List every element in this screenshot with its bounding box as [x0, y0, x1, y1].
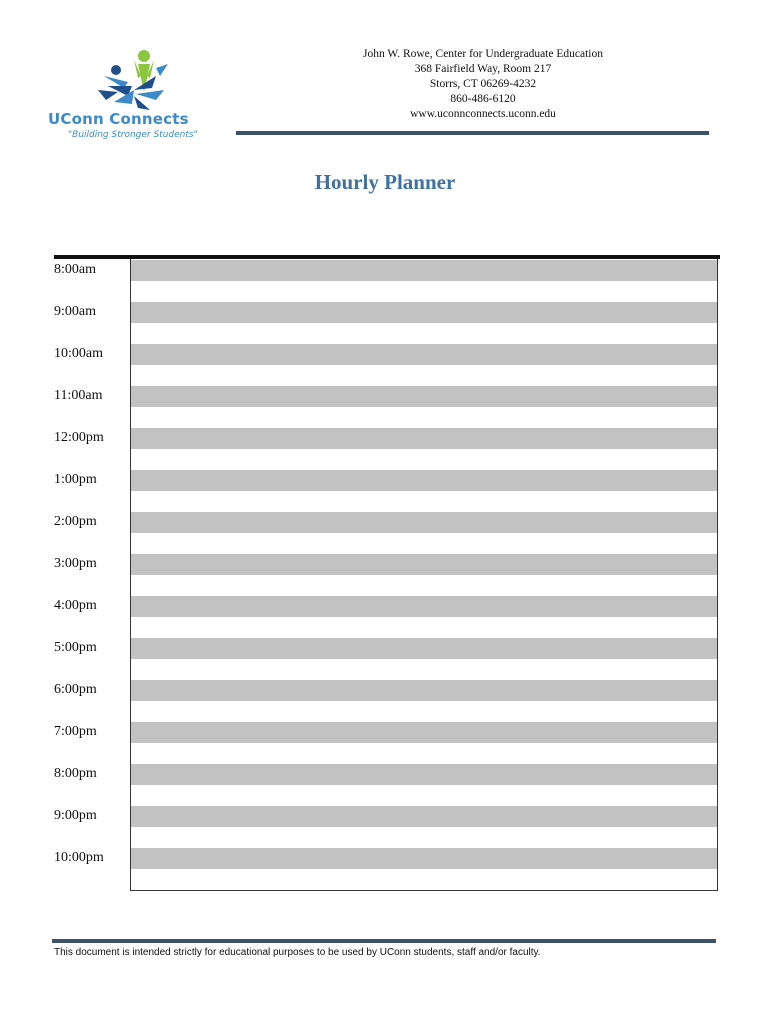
hour-label: 10:00pm	[54, 850, 104, 865]
hourly-planner-table	[54, 255, 720, 892]
logo-mark-icon	[94, 46, 174, 114]
hour-label: 7:00pm	[54, 724, 97, 739]
hour-slot[interactable]	[131, 722, 717, 743]
hour-slot[interactable]	[131, 806, 717, 827]
hour-label: 8:00am	[54, 262, 96, 277]
hour-label: 5:00pm	[54, 640, 97, 655]
hour-label: 2:00pm	[54, 514, 97, 529]
address-block	[258, 47, 708, 122]
hour-slot[interactable]	[131, 386, 717, 407]
footer-disclaimer: This document is intended strictly for educational purposes to be used by UConn students, staff and/or faculty.	[54, 947, 541, 958]
hour-label: 11:00am	[54, 388, 103, 403]
hour-label: 6:00pm	[54, 682, 97, 697]
hour-slot[interactable]	[131, 764, 717, 785]
hour-label: 4:00pm	[54, 598, 97, 613]
hour-slot[interactable]	[131, 638, 717, 659]
hour-label: 9:00am	[54, 304, 96, 319]
brand-name: UConn Connects	[48, 110, 189, 128]
hour-slot[interactable]	[131, 470, 717, 491]
hour-label: 12:00pm	[54, 430, 104, 445]
hour-slot[interactable]	[131, 428, 717, 449]
hour-slot[interactable]	[131, 302, 717, 323]
hour-slot[interactable]	[131, 344, 717, 365]
hour-slot[interactable]	[131, 848, 717, 869]
address-line-3: Storrs, CT 06269-4232	[429, 78, 537, 90]
planner-grid	[130, 259, 718, 891]
hour-slot[interactable]	[131, 596, 717, 617]
hour-slot[interactable]	[131, 680, 717, 701]
brand-tagline: "Building Stronger Students"	[68, 130, 198, 140]
hour-label: 10:00am	[54, 346, 103, 361]
time-column	[54, 259, 130, 892]
address-website: www.uconnconnects.uconn.edu	[410, 108, 556, 120]
header-divider	[236, 131, 709, 135]
address-phone: 860-486-6120	[450, 93, 516, 105]
hour-label: 3:00pm	[54, 556, 97, 571]
address-line-1: John W. Rowe, Center for Undergraduate Education	[363, 48, 603, 60]
footer-divider	[52, 939, 716, 943]
hour-label: 9:00pm	[54, 808, 97, 823]
hour-slot[interactable]	[131, 554, 717, 575]
hour-slot[interactable]	[131, 260, 717, 281]
address-line-2: 368 Fairfield Way, Room 217	[414, 63, 552, 75]
uconn-connects-logo	[48, 44, 228, 148]
hour-label: 8:00pm	[54, 766, 97, 781]
hour-slot[interactable]	[131, 512, 717, 533]
hour-label: 1:00pm	[54, 472, 97, 487]
page-title: Hourly Planner	[314, 170, 456, 194]
